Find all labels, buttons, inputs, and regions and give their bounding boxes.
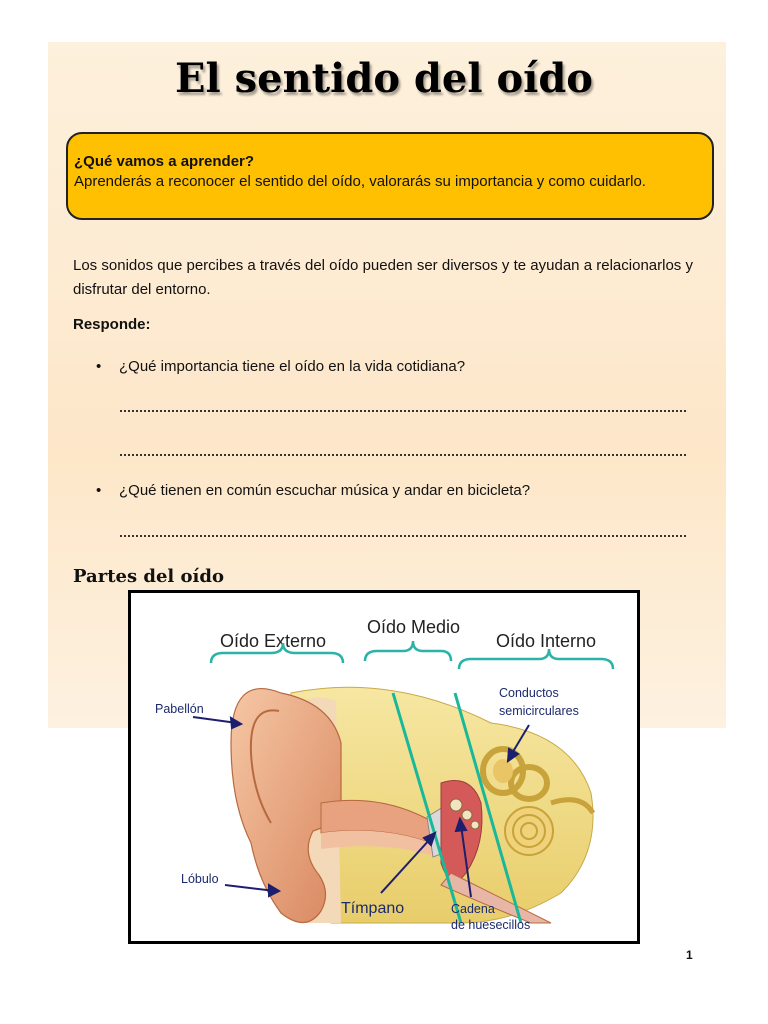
label-canals-1: Conductos (499, 686, 559, 700)
respond-label: Responde: (73, 316, 151, 333)
label-lobulo: Lóbulo (181, 872, 219, 886)
section-title: Partes del oído (73, 566, 224, 587)
label-inner-ear: Oído Interno (496, 631, 597, 651)
ear-diagram-illustration (131, 593, 637, 941)
answer-line-1b[interactable] (120, 452, 686, 456)
learning-goal-text: Aprenderás a reconocer el sentido del oído, valorarás su importancia y como cuidarlo. (74, 173, 646, 190)
page-title: El sentido del oído (175, 55, 593, 102)
label-timpano: Tímpano (341, 900, 405, 917)
label-ossicles-2: de huesecillos (451, 918, 531, 932)
brace-middle-ear (365, 641, 451, 661)
brace-inner-ear (459, 649, 613, 669)
bullet-icon: • (96, 482, 102, 499)
answer-line-2[interactable] (120, 533, 686, 537)
ear-diagram (128, 590, 640, 944)
answer-line-1a[interactable] (120, 408, 686, 412)
learning-goal-box (66, 132, 714, 220)
question-1 (96, 358, 465, 375)
label-pabellon: Pabellón (155, 702, 204, 716)
label-outer-ear: Oído Externo (220, 631, 327, 651)
page-number: 1 (686, 948, 693, 962)
intro-paragraph: Los sonidos que percibes a través del oído pueden ser diversos y te ayudan a relacionarlos y disfrutar del entorno. (73, 257, 693, 298)
label-ossicles-1: Cadena (451, 902, 495, 916)
label-canals-2: semicirculares (499, 704, 579, 718)
question-2 (96, 482, 530, 499)
ossicle-malleus (450, 799, 462, 811)
ossicle-stapes (471, 821, 479, 829)
label-middle-ear: Oído Medio (367, 617, 461, 637)
vestibule (493, 759, 513, 783)
bullet-icon: • (96, 358, 102, 375)
question-1-text: ¿Qué importancia tiene el oído en la vida cotidiana? (119, 358, 466, 375)
question-2-text: ¿Qué tienen en común escuchar música y andar en bicicleta? (119, 482, 531, 499)
page-background-top (48, 42, 726, 452)
learning-goal-heading: ¿Qué vamos a aprender? (74, 153, 255, 170)
ossicle-incus (462, 810, 472, 820)
